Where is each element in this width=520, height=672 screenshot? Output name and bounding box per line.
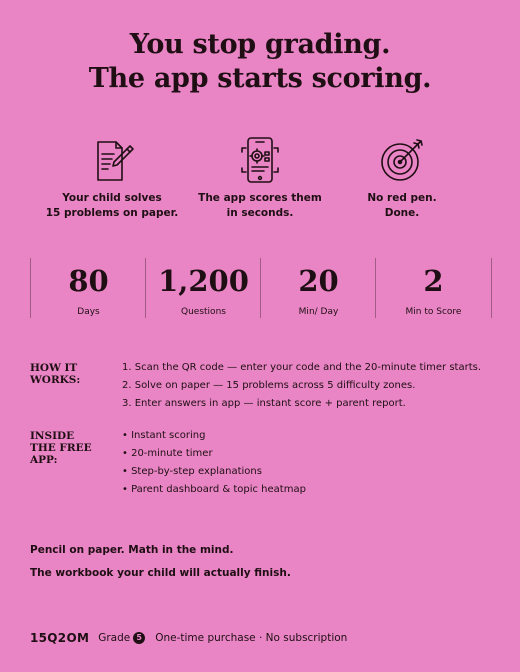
how-it-works-label: HOW IT WORKS:: [30, 362, 81, 386]
stat-minutes-to-score: [375, 258, 492, 318]
headline: [0, 28, 520, 96]
tagline-2: The workbook your child will actually finish.: [30, 567, 291, 579]
grade-badge: 5: [133, 632, 145, 644]
list-item: • 20-minute timer: [122, 448, 213, 459]
headline-line-1: You stop grading.: [129, 29, 391, 60]
footer: [30, 630, 347, 646]
list-item: • Step-by-step explanations: [122, 466, 262, 477]
stat-value: 80: [68, 264, 109, 298]
list-item: 3. Enter answers in app — instant score + parent report.: [122, 398, 406, 409]
target-icon: [376, 134, 428, 186]
stat-questions: [145, 258, 261, 318]
how-it-works-steps: [122, 359, 481, 413]
stat-value: 2: [423, 264, 444, 298]
stat-value: 20: [298, 264, 339, 298]
feature-score: [180, 134, 340, 221]
stat-minutes-per-day: [260, 258, 376, 318]
headline-line-2: The app starts scoring.: [88, 63, 432, 94]
feature-done-caption: No red pen. Done.: [367, 192, 437, 219]
feature-done: [322, 134, 482, 221]
stat-label: Days: [77, 307, 100, 317]
tagline-1: Pencil on paper. Math in the mind.: [30, 544, 234, 556]
list-item: • Parent dashboard & topic heatmap: [122, 484, 306, 495]
list-item: 1. Scan the QR code — enter your code and the 20-minute timer starts.: [122, 362, 482, 373]
stats-row: [30, 258, 492, 318]
inside-app-features: [122, 427, 306, 499]
purchase-note: One-time purchase · No subscription: [155, 632, 348, 644]
list-item: 2. Solve on paper — 15 problems across 5 difficulty zones.: [122, 380, 416, 391]
stat-label: Min/ Day: [298, 307, 339, 317]
paper-pencil-icon: [86, 134, 138, 186]
stat-value: 1,200: [158, 264, 249, 298]
brand-logo: 15Q2OM: [30, 631, 90, 645]
stat-label: Min to Score: [405, 307, 462, 317]
feature-solve-caption: Your child solves 15 problems on paper.: [45, 192, 179, 219]
feature-score-caption: The app scores them in seconds.: [198, 192, 322, 219]
list-item: • Instant scoring: [122, 430, 206, 441]
inside-app-label: INSIDE THE FREE APP:: [30, 430, 92, 466]
stat-label: Questions: [181, 307, 226, 317]
features-row: [0, 134, 520, 234]
grade-label: Grade: [98, 632, 131, 644]
feature-solve: [32, 134, 192, 221]
phone-scan-icon: [234, 134, 286, 186]
stat-days: [30, 258, 146, 318]
